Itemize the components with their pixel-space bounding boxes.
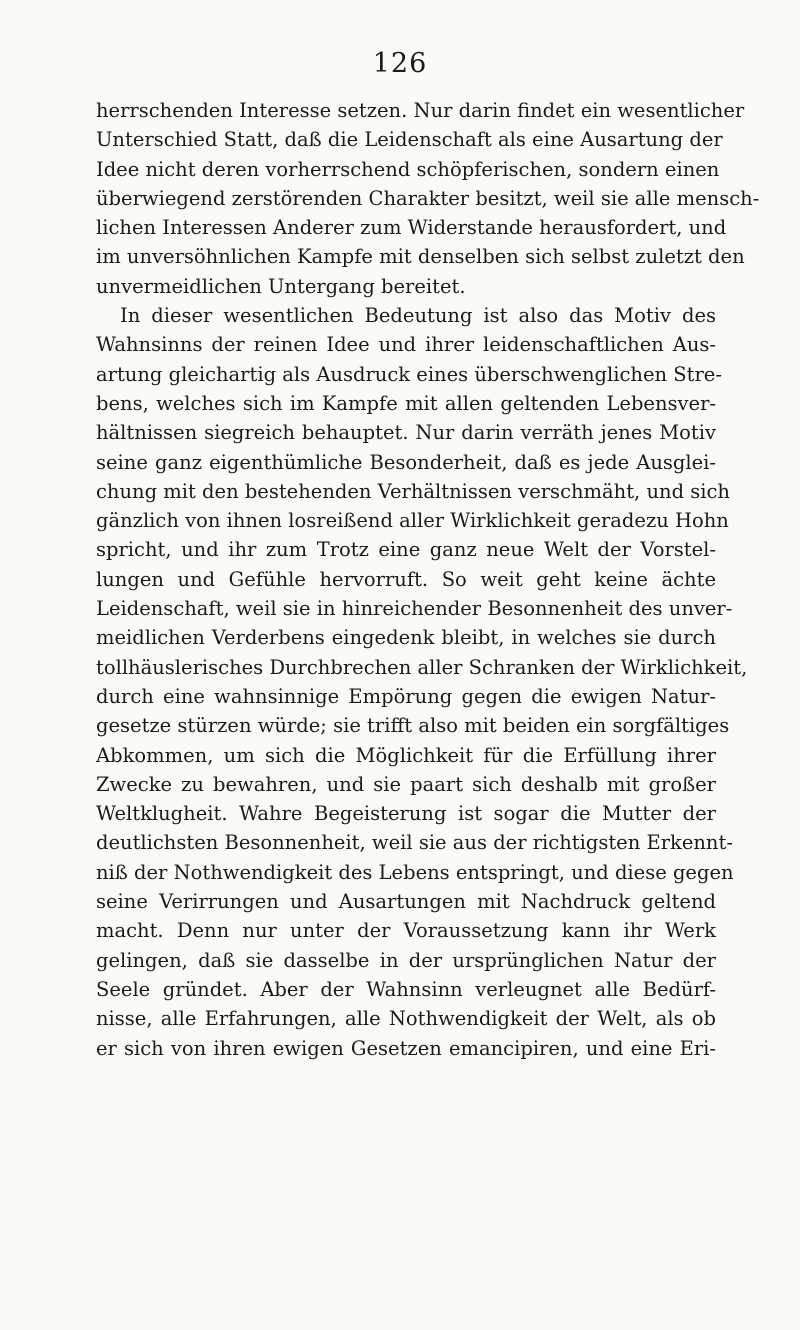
- text-line: Zwecke zu bewahren, und sie paart sich deshalb mit großer: [96, 772, 716, 796]
- body-text: [96, 96, 760, 1063]
- text-line: chung mit den bestehenden Verhältnissen verschmäht, und sich: [96, 479, 730, 503]
- text-line: lichen Interessen Anderer zum Widerstande herausfordert, und: [96, 216, 727, 240]
- text-line: im unversöhnlichen Kampfe mit denselben sich selbst zuletzt den: [96, 245, 745, 269]
- text-line: Wahnsinns der reinen Idee und ihrer leidenschaftlichen Aus-: [96, 333, 716, 357]
- text-line: unvermeidlichen Untergang bereitet.: [96, 274, 466, 298]
- text-line: seine Verirrungen und Ausartungen mit Nachdruck geltend: [96, 890, 716, 914]
- text-line: durch eine wahnsinnige Empörung gegen die ewigen Natur-: [96, 684, 716, 708]
- text-line: macht. Denn nur unter der Voraussetzung kann ihr Werk: [96, 919, 716, 943]
- text-line: gelingen, daß sie dasselbe in der ursprünglichen Natur der: [96, 948, 716, 972]
- text-line: herrschenden Interesse setzen. Nur darin findet ein wesentlicher: [96, 99, 745, 122]
- text-line: Unterschied Statt, daß die Leidenschaft als eine Ausartung der: [96, 128, 723, 152]
- text-line: spricht, und ihr zum Trotz eine ganz neue Welt der Vorstel-: [96, 538, 716, 562]
- text-line: tollhäuslerisches Durchbrechen aller Schranken der Wirklichkeit,: [96, 655, 748, 679]
- text-line: Idee nicht deren vorherrschend schöpferischen, sondern einen: [96, 157, 720, 181]
- text-line: seine ganz eigenthümliche Besonderheit, daß es jede Ausglei-: [96, 450, 716, 474]
- text-line: überwiegend zerstörenden Charakter besitzt, weil sie alle mensch-: [96, 186, 760, 210]
- text-line: bens, welches sich im Kampfe mit allen geltenden Lebensver-: [96, 391, 716, 415]
- text-line: gesetze stürzen würde; sie trifft also mit beiden ein sorgfältiges: [96, 714, 730, 738]
- text-line: In dieser wesentlichen Bedeutung ist also das Motiv des: [120, 304, 716, 328]
- text-line: nisse, alle Erfahrungen, alle Nothwendigkeit der Welt, als ob: [96, 1007, 716, 1031]
- text-line: niß der Nothwendigkeit des Lebens entspringt, und diese gegen: [96, 860, 734, 884]
- text-line: Leidenschaft, weil sie in hinreichender Besonnenheit des unver-: [96, 597, 733, 621]
- page-number: 126: [372, 48, 428, 79]
- text-line: meidlichen Verderbens eingedenk bleibt, in welches sie durch: [96, 626, 716, 650]
- text-line: artung gleichartig als Ausdruck eines überschwenglichen Stre-: [96, 362, 722, 386]
- text-line: er sich von ihren ewigen Gesetzen emancipiren, und eine Eri-: [96, 1036, 716, 1060]
- text-line: Weltklugheit. Wahre Begeisterung ist sogar die Mutter der: [96, 802, 716, 826]
- text-line: gänzlich von ihnen losreißend aller Wirklichkeit geradezu Hohn: [96, 509, 729, 533]
- text-line: hältnissen siegreich behauptet. Nur darin verräth jenes Motiv: [96, 421, 716, 445]
- text-line: Seele gründet. Aber der Wahnsinn verleugnet alle Bedürf-: [96, 977, 716, 1001]
- text-line: lungen und Gefühle hervorruft. So weit geht keine ächte: [96, 567, 716, 591]
- text-line: Abkommen, um sich die Möglichkeit für die Erfüllung ihrer: [96, 743, 716, 767]
- text-line: deutlichsten Besonnenheit, weil sie aus der richtigsten Erkennt-: [96, 831, 733, 855]
